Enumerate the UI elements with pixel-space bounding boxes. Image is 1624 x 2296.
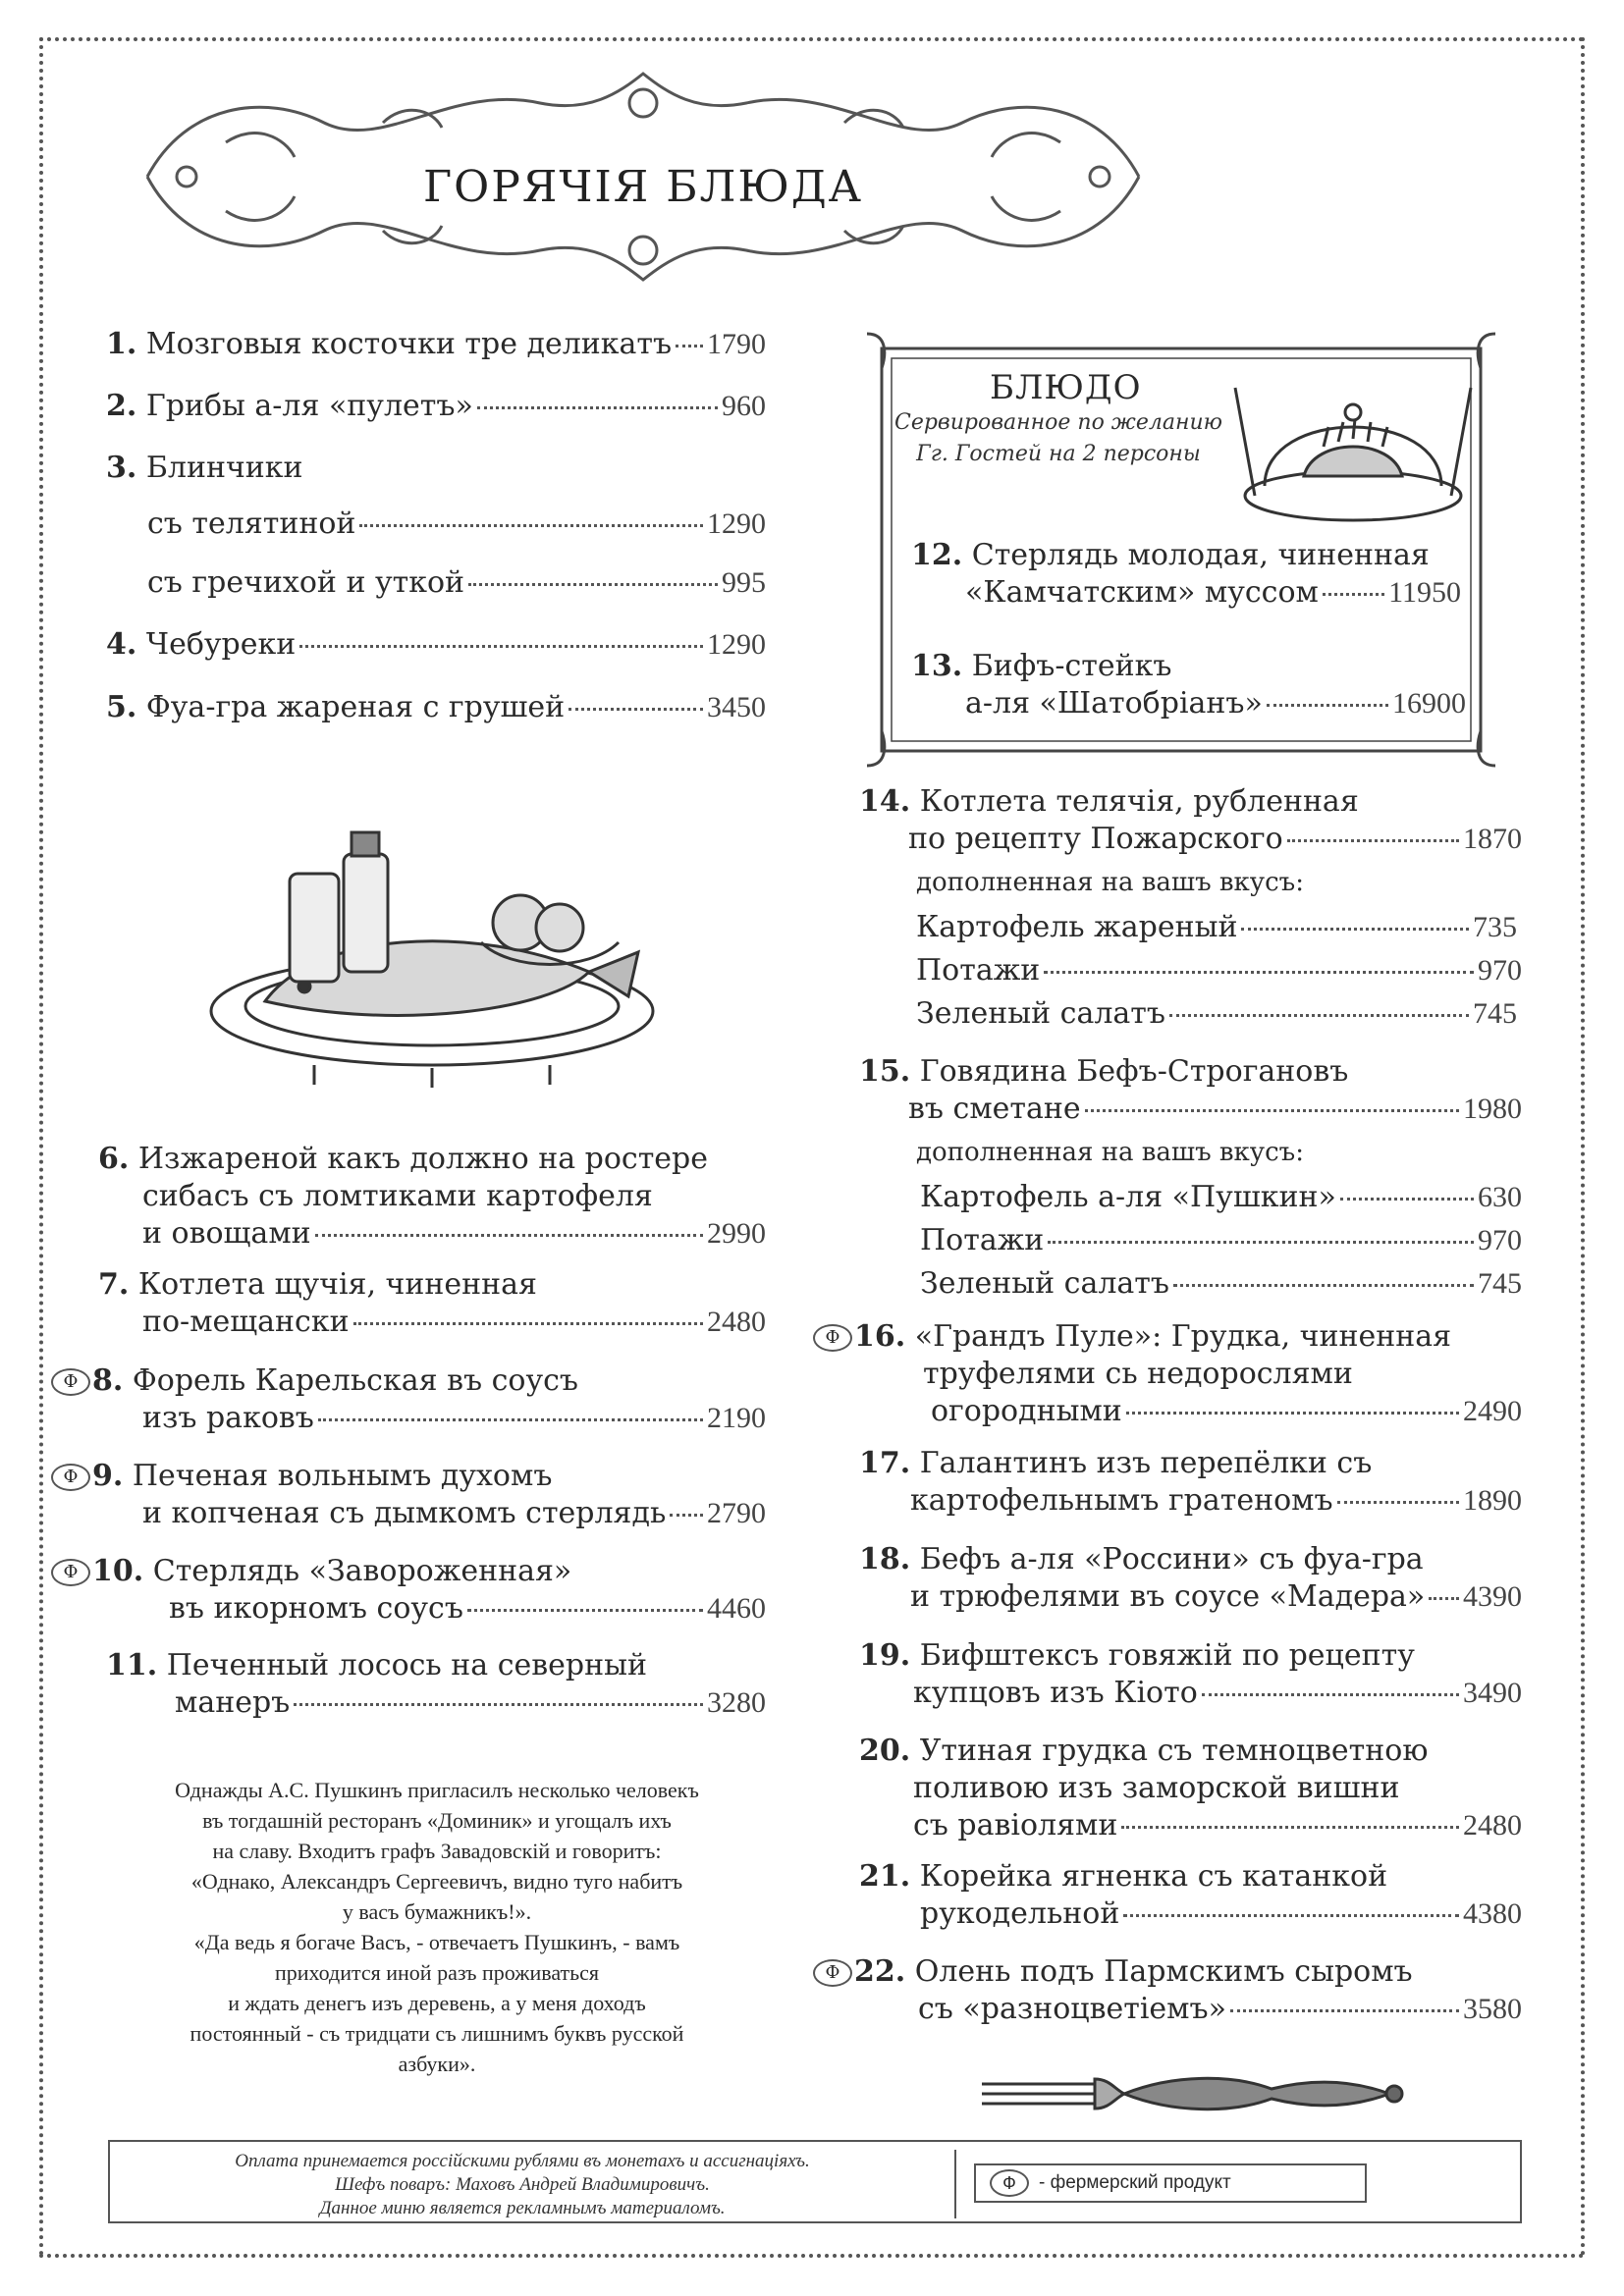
item-name: съ телятиной bbox=[147, 507, 356, 541]
item-number: 5. bbox=[106, 690, 137, 724]
item-price: 4390 bbox=[1463, 1580, 1522, 1613]
addon-price: 630 bbox=[1478, 1181, 1522, 1213]
menu-item-5 bbox=[106, 689, 766, 726]
item-price: 2480 bbox=[707, 1306, 766, 1338]
item-line: труфелями сь недорослями bbox=[923, 1357, 1353, 1391]
anecdote-line: «Однако, Александръ Сергеевичъ, видно туго набитъ bbox=[190, 1869, 683, 1894]
anecdote-line: и ждать денегъ изъ деревень, а у меня доходъ bbox=[228, 1991, 646, 2015]
item-number: 10. bbox=[92, 1554, 144, 1588]
menu-item-6 bbox=[98, 1141, 766, 1253]
menu-item-13 bbox=[911, 648, 1466, 722]
item-price: 1890 bbox=[1463, 1484, 1522, 1517]
farm-product-icon: Ф bbox=[990, 2169, 1029, 2197]
menu-item-3a bbox=[147, 506, 766, 543]
item-number: 1. bbox=[106, 327, 137, 361]
item-line: и копченая съ дымкомъ стерлядь bbox=[142, 1496, 667, 1530]
item-line: Форель Карельская въ соусъ bbox=[132, 1363, 578, 1398]
special-title: БЛЮДО bbox=[990, 368, 1142, 407]
item-price: 2480 bbox=[1463, 1809, 1522, 1842]
addon-label: дополненная на вашъ вкусъ: bbox=[916, 1138, 1304, 1167]
menu-item-16 bbox=[813, 1318, 1522, 1430]
item-price: 4380 bbox=[1463, 1897, 1522, 1930]
footer-line: Оплата принемается россійскими рублями въ монетахъ и ассигнаціяхъ. bbox=[235, 2151, 810, 2171]
addon-name: Потажи bbox=[916, 953, 1041, 988]
item-number: 6. bbox=[98, 1142, 130, 1176]
addon-price: 970 bbox=[1478, 1224, 1522, 1256]
addon-name: Потажи bbox=[920, 1223, 1045, 1257]
menu-item-22 bbox=[813, 1953, 1522, 2028]
item-line: Котлета щучія, чиненная bbox=[137, 1267, 537, 1302]
menu-item-1 bbox=[106, 326, 766, 363]
addon-name: Картофель а-ля «Пушкин» bbox=[920, 1180, 1336, 1214]
addon-name: Картофель жареный bbox=[916, 910, 1238, 944]
item-price: 1870 bbox=[1463, 823, 1522, 855]
item-price: 1290 bbox=[707, 507, 766, 540]
item-line: Бефъ а-ля «Россини» съ фуа-гра bbox=[919, 1542, 1424, 1576]
item-price: 11950 bbox=[1388, 576, 1461, 609]
farm-product-icon: Ф bbox=[51, 1559, 90, 1586]
menu-item-9 bbox=[51, 1458, 766, 1532]
addon-label: дополненная на вашъ вкусъ: bbox=[916, 868, 1304, 897]
item-price: 16900 bbox=[1392, 687, 1466, 720]
item-line: поливою изъ заморской вишни bbox=[913, 1771, 1400, 1805]
item-number: 7. bbox=[98, 1267, 130, 1302]
item-price: 2190 bbox=[707, 1402, 766, 1434]
item-line: а-ля «Шатобріанъ» bbox=[965, 686, 1263, 721]
menu-item-18 bbox=[859, 1541, 1522, 1616]
fork-icon bbox=[977, 2059, 1409, 2128]
footer-divider bbox=[954, 2150, 956, 2218]
item-line: Печеная вольнымъ духомъ bbox=[132, 1459, 553, 1493]
item-line: картофельнымъ гратеномъ bbox=[910, 1483, 1333, 1518]
item-line: сибасъ съ ломтиками картофеля bbox=[142, 1179, 653, 1213]
header-ornament bbox=[128, 64, 1159, 290]
addon-price: 745 bbox=[1478, 1267, 1522, 1300]
menu-item-10 bbox=[51, 1553, 766, 1628]
addon-price: 745 bbox=[1473, 997, 1517, 1030]
pushkin-anecdote bbox=[113, 1775, 761, 2079]
item-line: Олень подъ Пармскимъ сыромъ bbox=[914, 1954, 1413, 1989]
item-number: 3. bbox=[106, 451, 137, 485]
item-line: рукодельной bbox=[920, 1896, 1120, 1931]
item-line: Бифштексъ говяжій по рецепту bbox=[919, 1638, 1415, 1673]
item-price: 4460 bbox=[707, 1592, 766, 1625]
page-title: ГОРЯЧІЯ БЛЮДА bbox=[423, 162, 863, 212]
item-line: и трюфелями въ соусе «Мадера» bbox=[910, 1579, 1426, 1614]
item-number: 19. bbox=[859, 1638, 911, 1673]
item-line: манеръ bbox=[175, 1685, 291, 1720]
menu-item-8 bbox=[51, 1362, 766, 1437]
item-number: 13. bbox=[911, 649, 963, 683]
anecdote-line: постоянный - съ тридцати съ лишнимъ буквъ русской bbox=[189, 2021, 684, 2046]
item-price: 3490 bbox=[1463, 1677, 1522, 1709]
menu-item-7 bbox=[98, 1266, 766, 1341]
item-line: Говядина Бефъ-Строгановъ bbox=[919, 1054, 1349, 1089]
item-price: 1290 bbox=[707, 628, 766, 661]
item-line: «Грандъ Пуле»: Грудка, чиненная bbox=[914, 1319, 1452, 1354]
footer bbox=[108, 2140, 1522, 2223]
fish-platter-icon bbox=[196, 815, 677, 1099]
fish-platter-illustration bbox=[196, 815, 677, 1103]
item-line: огородными bbox=[931, 1394, 1122, 1428]
item-line: купцовъ изъ Кіото bbox=[913, 1676, 1198, 1710]
legend-text: - фермерский продукт bbox=[1039, 2172, 1231, 2193]
item-price: 3280 bbox=[707, 1686, 766, 1719]
item-line: Стерлядь молодая, чиненная bbox=[971, 538, 1430, 572]
item-line: Котлета телячія, рубленная bbox=[919, 784, 1359, 819]
item-line: Изжареной какъ должно на ростере bbox=[137, 1142, 709, 1176]
item-number: 15. bbox=[859, 1054, 911, 1089]
menu-item-11 bbox=[106, 1647, 766, 1722]
farm-legend bbox=[974, 2163, 1367, 2203]
item-price: 960 bbox=[722, 390, 766, 422]
anecdote-line: приходится иной разъ проживаться bbox=[274, 1960, 600, 1985]
special-subtitle-line: Гг. Гостей на 2 персоны bbox=[916, 442, 1201, 466]
item-line: съ равіолями bbox=[913, 1808, 1118, 1842]
item-name: Фуа-гра жареная с грушей bbox=[145, 690, 566, 724]
item-price: 2790 bbox=[707, 1497, 766, 1529]
item-line: Бифъ-стейкъ bbox=[971, 649, 1172, 683]
farm-product-icon: Ф bbox=[51, 1368, 90, 1396]
anecdote-line: въ тогдашній ресторанъ «Доминик» и угощалъ ихъ bbox=[202, 1808, 672, 1833]
item-number: 17. bbox=[859, 1446, 911, 1480]
item-name: Чебуреки bbox=[145, 627, 297, 662]
fork-illustration bbox=[977, 2059, 1409, 2132]
item-number: 16. bbox=[854, 1319, 906, 1354]
anecdote-line: на славу. Входитъ графъ Завадовскій и говоритъ: bbox=[212, 1839, 662, 1863]
menu-item-17 bbox=[859, 1445, 1522, 1520]
item-number: 11. bbox=[106, 1648, 158, 1682]
item-number: 8. bbox=[92, 1363, 124, 1398]
item-name: Грибы а-ля «пулетъ» bbox=[145, 389, 473, 423]
item-number: 22. bbox=[854, 1954, 906, 1989]
item-number: 9. bbox=[92, 1459, 124, 1493]
menu-item-19 bbox=[859, 1637, 1522, 1712]
item-price: 995 bbox=[722, 566, 766, 599]
menu-item-3 bbox=[106, 450, 766, 487]
item-price: 3450 bbox=[707, 691, 766, 723]
menu-item-2 bbox=[106, 388, 766, 425]
addon-name: Зеленый салатъ bbox=[920, 1266, 1169, 1301]
item-name: Мозговыя косточки тре деликатъ bbox=[145, 327, 673, 361]
item-line: въ икорномъ соусъ bbox=[169, 1591, 463, 1626]
menu-item-4 bbox=[106, 626, 766, 664]
menu-item-12 bbox=[911, 537, 1461, 612]
anecdote-line: Однажды А.С. Пушкинъ пригласилъ несколько человекъ bbox=[175, 1778, 699, 1802]
item-number: 14. bbox=[859, 784, 911, 819]
farm-product-icon: Ф bbox=[51, 1464, 90, 1491]
footer-line: Шефъ поваръ: Маховъ Андрей Владимировичъ. bbox=[335, 2174, 710, 2195]
anecdote-line: азбуки». bbox=[398, 2052, 476, 2076]
special-subtitle-line: Сервированное по желанию bbox=[894, 410, 1222, 435]
item-line: Стерлядь «Завороженная» bbox=[152, 1554, 572, 1588]
farm-product-icon: Ф bbox=[813, 1959, 852, 1987]
item-line: Галантинъ изъ перепёлки съ bbox=[919, 1446, 1373, 1480]
item-line: Корейка ягненка съ катанкой bbox=[919, 1859, 1388, 1894]
item-number: 12. bbox=[911, 538, 963, 572]
menu-item-20 bbox=[859, 1733, 1522, 1844]
farm-product-icon: Ф bbox=[813, 1324, 852, 1352]
addon-price: 735 bbox=[1473, 911, 1517, 943]
item-price: 1790 bbox=[707, 328, 766, 360]
item-line: по-мещански bbox=[142, 1305, 350, 1339]
item-line: «Камчатским» муссом bbox=[965, 575, 1319, 610]
item-line: въ сметане bbox=[908, 1092, 1081, 1126]
item-price: 1980 bbox=[1463, 1093, 1522, 1125]
footer-notes bbox=[110, 2150, 935, 2220]
item-name: съ гречихой и уткой bbox=[147, 565, 465, 600]
item-line: Печенный лосось на северный bbox=[166, 1648, 647, 1682]
item-line: съ «разноцветіемъ» bbox=[918, 1992, 1226, 2026]
item-number: 20. bbox=[859, 1734, 911, 1768]
item-number: 21. bbox=[859, 1859, 911, 1894]
item-number: 4. bbox=[106, 627, 137, 662]
addon-price: 970 bbox=[1478, 954, 1522, 987]
menu-item-3b bbox=[147, 564, 766, 602]
menu-item-15 bbox=[859, 1053, 1522, 1303]
anecdote-line: «Да ведь я богаче Васъ, - отвечаетъ Пушкинъ, - вамъ bbox=[193, 1930, 680, 1954]
item-number: 2. bbox=[106, 389, 137, 423]
item-line: и овощами bbox=[142, 1216, 311, 1251]
addon-name: Зеленый салатъ bbox=[916, 996, 1165, 1031]
menu-item-14 bbox=[859, 783, 1522, 1033]
item-number: 18. bbox=[859, 1542, 911, 1576]
item-line: по рецепту Пожарского bbox=[908, 822, 1283, 856]
special-subtitle bbox=[882, 407, 1235, 470]
item-price: 3580 bbox=[1463, 1993, 1522, 2025]
item-price: 2990 bbox=[707, 1217, 766, 1250]
item-price: 2490 bbox=[1463, 1395, 1522, 1427]
item-line: изъ раковъ bbox=[142, 1401, 314, 1435]
menu-item-21 bbox=[859, 1858, 1522, 1933]
item-name: Блинчики bbox=[145, 451, 303, 485]
item-line: Утиная грудка съ темноцветною bbox=[919, 1734, 1429, 1768]
anecdote-line: у васъ бумажникъ!». bbox=[342, 1899, 532, 1924]
footer-line: Данное миню является рекламнымъ материаломъ. bbox=[319, 2198, 726, 2218]
